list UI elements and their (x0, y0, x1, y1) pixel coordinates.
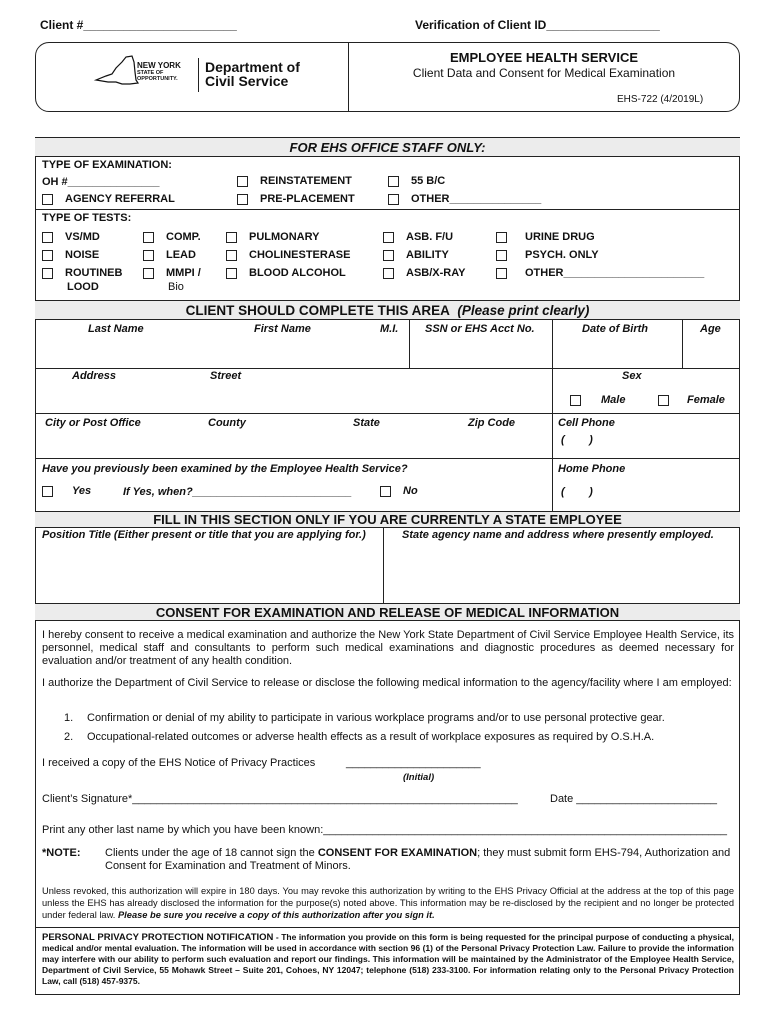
checkbox[interactable] (226, 232, 237, 243)
test-urine-drug[interactable]: URINE DRUG (496, 231, 595, 243)
checkbox[interactable] (42, 268, 53, 279)
form-title: EMPLOYEE HEALTH SERVICE (449, 50, 639, 65)
sex-label: Sex (622, 370, 642, 382)
logo-divider (198, 58, 199, 92)
divider (35, 368, 740, 369)
ny-logo-text: NEW YORK STATE OF OPPORTUNITY. (137, 61, 181, 82)
checkbox[interactable] (42, 486, 53, 497)
checkbox[interactable] (226, 250, 237, 261)
sex-male-option[interactable]: Male (570, 394, 625, 406)
divider (35, 209, 740, 210)
form-id: EHS-722 (4/2019L) (617, 94, 704, 105)
other-last-name-field[interactable]: Print any other last name by which you have been known:__________________________________________________________________ (42, 824, 728, 836)
checkbox[interactable] (143, 232, 154, 243)
note-label: *NOTE: (42, 847, 81, 859)
county-label: County (208, 417, 246, 429)
test-blood-alcohol[interactable]: BLOOD ALCOHOL (226, 267, 346, 279)
test-lead[interactable]: LEAD (143, 249, 196, 261)
last-name-label: Last Name (88, 323, 144, 335)
checkbox[interactable] (496, 268, 507, 279)
checkbox[interactable] (42, 194, 53, 205)
address-label: Address (72, 370, 117, 382)
cell-phone-field[interactable]: ( ) (561, 434, 593, 446)
ssn-label: SSN or EHS Acct No. (425, 323, 535, 335)
consent-item-2: Occupational-related outcomes or adverse health effects as a result of workplace exposures as required by O.S.H.A. (87, 731, 655, 743)
minors-note: Clients under the age of 18 cannot sign the CONSENT FOR EXAMINATION; they must submit form EHS-794, Authorization and Consent for Examination and Treatment of Minors. (105, 847, 731, 872)
name-row-input[interactable] (36, 336, 739, 368)
other-exam-option[interactable]: OTHER_______________ (388, 193, 541, 205)
prev-yes-option[interactable]: Yes (42, 485, 91, 497)
first-name-label: First Name (254, 323, 311, 335)
test-routine-blood[interactable]: ROUTINEB (42, 267, 122, 279)
dept-logo-text: Department of Civil Service (205, 59, 300, 89)
client-signature-field[interactable]: Client’s Signature*_______________________________________________________________ (42, 793, 518, 805)
checkbox[interactable] (143, 250, 154, 261)
test-noise[interactable]: NOISE (42, 249, 99, 261)
test-psych-only[interactable]: PSYCH. ONLY (496, 249, 599, 261)
divider (383, 528, 384, 603)
checkbox[interactable] (570, 395, 581, 406)
test-other[interactable]: OTHER_______________________ (496, 267, 704, 279)
consent-paragraph-1: I hereby consent to receive a medical examination and authorize the New York State Department of Civil Service Employee Health Service, its personnel, medical staff and consultants to perform such medical examinations and diagnostic procedures as deemed necessary for evaluation and/or treatment of any health condition. (42, 629, 734, 667)
state-employee-band: FILL IN THIS SECTION ONLY IF YOU ARE CURRENTLY A STATE EMPLOYEE (35, 511, 740, 528)
dob-label: Date of Birth (582, 323, 648, 335)
prev-no-option[interactable]: No (380, 485, 418, 497)
initial-field[interactable]: ______________________ (346, 757, 481, 769)
test-vsmd[interactable]: VS/MD (42, 231, 100, 243)
revocation-notice: Unless revoked, this authorization will expire in 180 days. You may revoke this authorization by writing to the EHS Privacy Official at the address at the top of this page unless the EHS has already disclosed the information for the purpose(s) noted above. This information may be re-disclosed by the recipient and no longer be protected under federal law. Please be sure you receive a copy of this authorization after you sign it. (42, 886, 734, 920)
consent-item-1: Confirmation or denial of my ability to participate in various workplace programs and/or to use personal protective gear. (87, 712, 665, 724)
zip-label: Zip Code (468, 417, 516, 429)
position-title-input[interactable] (36, 545, 382, 602)
initial-label: (Initial) (403, 772, 435, 783)
type-exam-label: TYPE OF EXAMINATION: (42, 159, 172, 171)
checkbox[interactable] (496, 232, 507, 243)
checkbox[interactable] (388, 194, 399, 205)
office-staff-band: FOR EHS OFFICE STAFF ONLY: (35, 137, 740, 157)
city-label: City or Post Office (45, 417, 141, 429)
checkbox[interactable] (237, 176, 248, 187)
checkbox[interactable] (388, 176, 399, 187)
checkbox[interactable] (496, 250, 507, 261)
home-phone-label: Home Phone (558, 463, 626, 475)
55bc-option[interactable]: 55 B/C (388, 175, 445, 187)
test-asb-xray[interactable]: ASB/X-RAY (383, 267, 466, 279)
test-mmpi-bio: Bio (168, 281, 184, 293)
client-number-label[interactable]: Client #_______________________ (40, 18, 237, 32)
agency-referral-option[interactable]: AGENCY REFERRAL (42, 193, 175, 205)
oh-number-field[interactable]: OH #_______________ (42, 176, 160, 188)
checkbox[interactable] (42, 232, 53, 243)
home-phone-field[interactable]: ( ) (561, 486, 593, 498)
checkbox[interactable] (42, 250, 53, 261)
sex-female-option[interactable]: Female (658, 394, 725, 406)
client-section-band: CLIENT SHOULD COMPLETE THIS AREA (Please print clearly) (35, 300, 740, 320)
type-tests-label: TYPE OF TESTS: (42, 212, 132, 224)
consent-band: CONSENT FOR EXAMINATION AND RELEASE OF MEDICAL INFORMATION (35, 603, 740, 621)
position-title-label: Position Title (Either present or title that you are applying for.) (42, 529, 366, 541)
checkbox[interactable] (226, 268, 237, 279)
cell-phone-label: Cell Phone (558, 417, 615, 429)
test-pulmonary[interactable]: PULMONARY (226, 231, 319, 243)
test-cholinesterase[interactable]: CHOLINESTERASE (226, 249, 350, 261)
divider (35, 413, 740, 414)
test-mmpi[interactable]: MMPI / (143, 267, 201, 279)
prev-when-field[interactable]: If Yes, when?__________________________ (123, 486, 352, 498)
divider (35, 927, 740, 928)
reinstatement-option[interactable]: REINSTATEMENT (237, 175, 352, 187)
divider (35, 458, 740, 459)
checkbox[interactable] (237, 194, 248, 205)
consent-paragraph-2: I authorize the Department of Civil Service to release or disclose the following medical information to the agency/facility where I am employed: (42, 677, 732, 689)
pre-placement-option[interactable]: PRE-PLACEMENT (237, 193, 355, 205)
checkbox[interactable] (380, 486, 391, 497)
form-subtitle: Client Data and Consent for Medical Examination (412, 66, 676, 80)
ny-state-map-icon (92, 54, 140, 88)
test-routine-blood-cont: LOOD (67, 281, 99, 293)
signature-date-field[interactable]: Date _______________________ (550, 793, 717, 805)
checkbox[interactable] (143, 268, 154, 279)
checkbox[interactable] (658, 395, 669, 406)
test-ability[interactable]: ABILITY (383, 249, 449, 261)
checkbox[interactable] (383, 232, 394, 243)
checkbox[interactable] (383, 250, 394, 261)
checkbox[interactable] (383, 268, 394, 279)
consent-item-1-number: 1. (64, 712, 74, 724)
privacy-protection-notification: PERSONAL PRIVACY PROTECTION NOTIFICATION - The information you provide on this form is being requested for the principal purpose of conducting a physical, medical and/or mental evaluation. The information will be used in accordance with section 96 (1) of the Personal Privacy Protection Law. Failure to provide the information may interfere with our ability to perform such evaluation and report our findings. This information will be maintained by the Administrator of the Employee Health Service, Department of Civil Service, 55 Mohawk Street – Suite 201, Cohoes, NY 12047; telephone (518) 233-3100. For information relating only to the Personal Privacy Protection Law, call (518) 457-9375. (42, 932, 734, 986)
agency-address-label: State agency name and address where presently employed. (402, 529, 714, 541)
divider (552, 368, 553, 511)
consent-item-2-number: 2. (64, 731, 74, 743)
street-label: Street (210, 370, 242, 382)
state-label: State (353, 417, 380, 429)
previous-exam-question: Have you previously been examined by the Employee Health Service? (42, 463, 408, 475)
privacy-notice-received: I received a copy of the EHS Notice of Privacy Practices (42, 757, 316, 769)
agency-address-input[interactable] (385, 545, 739, 602)
verification-id-label[interactable]: Verification of Client ID_________________ (415, 18, 660, 32)
test-comp[interactable]: COMP. (143, 231, 201, 243)
test-asb-fu[interactable]: ASB. F/U (383, 231, 453, 243)
mi-label: M.I. (380, 323, 399, 335)
age-label: Age (700, 323, 721, 335)
